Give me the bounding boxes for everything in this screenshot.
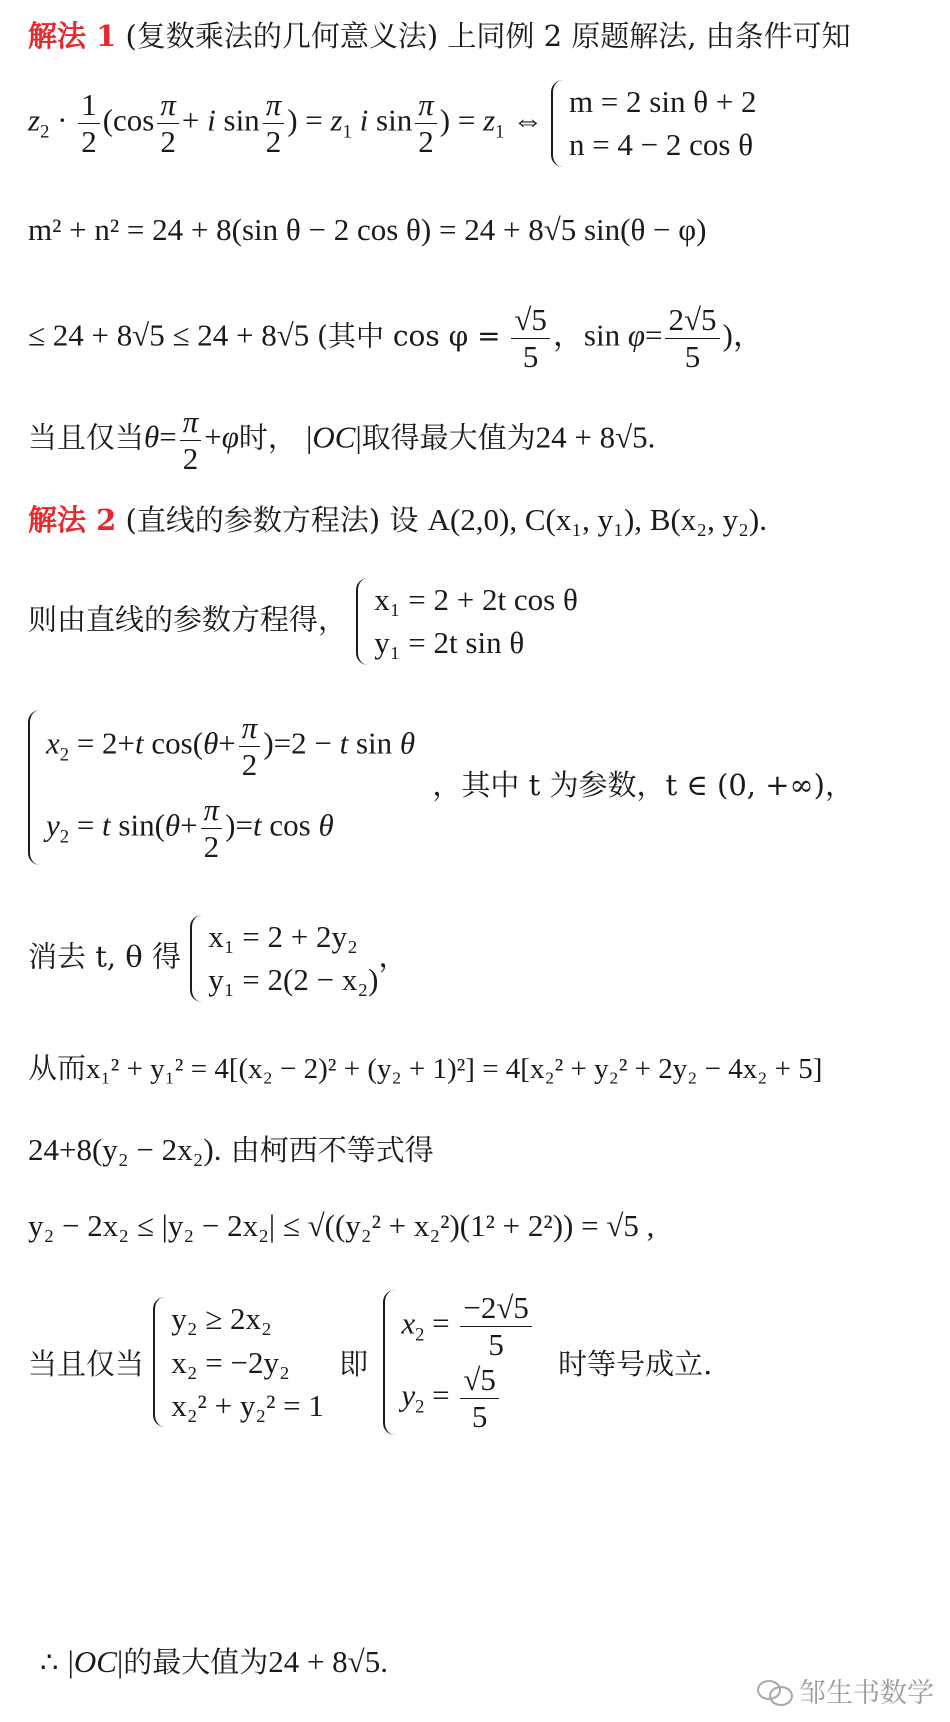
method1-label: 解法 1 bbox=[28, 19, 117, 53]
sys-n: n = 4 − 2 cos θ bbox=[568, 127, 754, 163]
cauchy-inequality: y₂ − 2x₂ ≤ |y₂ − 2x₂| ≤ √((y₂² + x₂²)(1² + 2²)) = √5 , bbox=[28, 1208, 655, 1243]
eq-24: 24+8(y₂ − 2x₂). 由柯西不等式得 bbox=[28, 1132, 434, 1167]
method1-conclusion: 当且仅当θ= $\frac{\pi}{2}$ +φ时， |OC|取得最大值为24 + 8√5. bbox=[28, 404, 656, 476]
complex-equation: $z_2$ · $\frac{1}{2}$ (cos $\frac{\pi}{2}$ + i sin $\frac{\pi}{2}$ ) = $z_1$ i sin $\frac{\pi}{2}$ ) = $z_1$ ⇔ m = 2 sin θ + 2 n = 4 − 2 cos θ bbox=[28, 80, 757, 167]
method1-heading bbox=[28, 14, 851, 55]
final-answer: ∴ |OC|的最大值为24 + 8√5. bbox=[40, 1644, 388, 1679]
wechat-icon bbox=[757, 1678, 793, 1704]
watermark: 邹生书数学 bbox=[757, 1671, 934, 1710]
method2-label: 解法 2 bbox=[28, 503, 117, 537]
elimination: 消去 t, θ 得 x₁ = 2 + 2y₂ y₁ = 2(2 − x₂) ， bbox=[28, 915, 407, 1002]
param-equation-2: $x_2 = 2+t$ cos(θ+ $\frac{\pi}{2}$ )=2 − t sin θ $y_2 = t$ sin(θ+ $\frac{\pi}{2}$ )=t cos θ ，其中 t 为参数，t ∈ (0, +∞)， bbox=[28, 710, 854, 865]
equality-condition: 当且仅当 y₂ ≥ 2x₂ x₂ = −2y₂ x₂² + y₂² = 1 即 $x_2$ = $\frac{-2√5}{5}$ $y_2$ = $\frac{√5}{5}$ 时等号成立. bbox=[28, 1290, 713, 1434]
param-equation-1: 则由直线的参数方程得， x₁ = 2 + 2t cos θ y₁ = 2t sin θ bbox=[28, 578, 578, 665]
method1-heading-text: (复数乘法的几何意义法) 上同例 2 原题解法, 由条件可知 bbox=[125, 19, 851, 53]
m-n-system bbox=[551, 80, 757, 167]
eq-bound: ≤ 24 + 8√5 ≤ 24 + 8√5 (其中 cos φ = $\frac{√5}{5}$ ，sin φ= $\frac{2√5}{5}$ )， bbox=[28, 302, 764, 374]
sys-m: m = 2 sin θ + 2 bbox=[568, 84, 757, 119]
eq-sum-squares: 从而x₁² + y₁² = 4[(x₂ − 2)² + (y₂ + 1)²] = 4[x₂² + y₂² + 2y₂ − 4x₂ + 5] bbox=[28, 1051, 823, 1085]
method2-heading: 解法 2 (直线的参数方程法) 设 A(2,0), C(x₁, y₁), B(x₂, y₂). bbox=[28, 502, 767, 537]
eq-m2n2: m² + n² = 24 + 8(sin θ − 2 cos θ) = 24 + 8√5 sin(θ − φ) bbox=[28, 212, 707, 247]
